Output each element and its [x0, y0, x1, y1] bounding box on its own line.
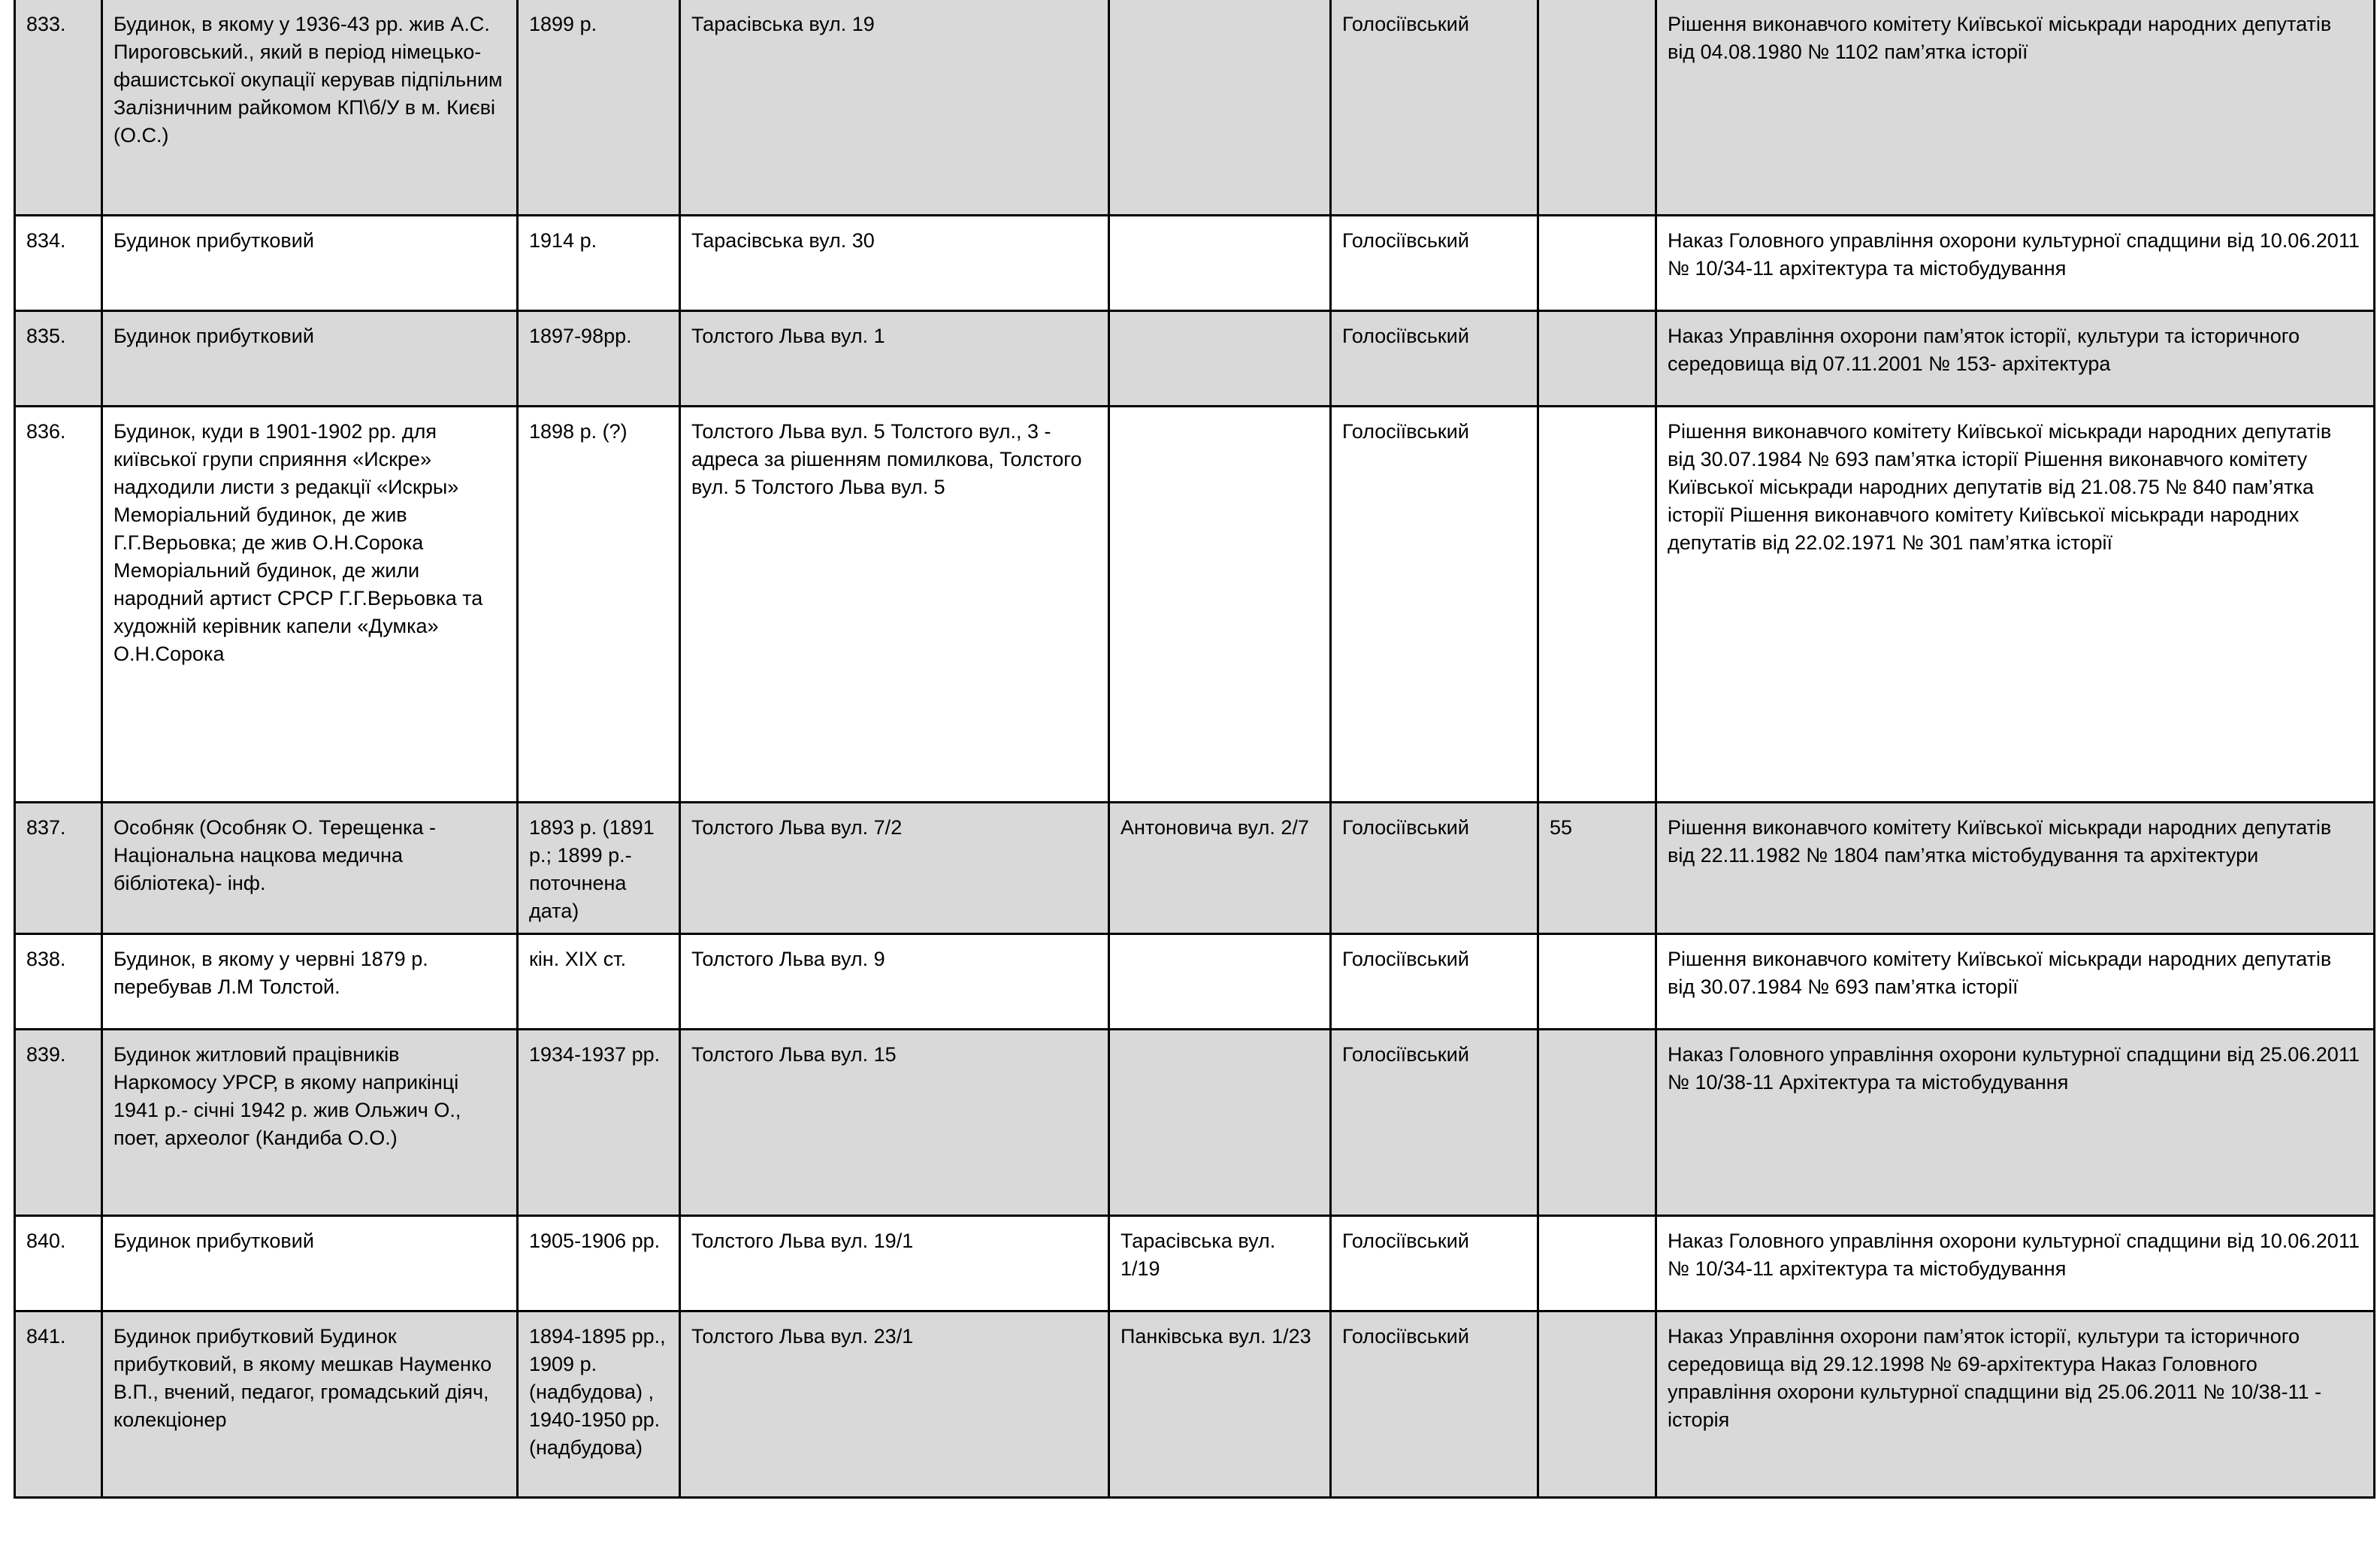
alt-address-cell: Панківська вул. 1/23	[1109, 1311, 1331, 1498]
address-cell: Толстого Льва вул. 19/1	[680, 1216, 1109, 1311]
district-cell: Голосіївський	[1331, 216, 1538, 311]
construction-date-cell: 1905-1906 рр.	[518, 1216, 680, 1311]
address-cell: Тарасівська вул. 30	[680, 216, 1109, 311]
district-cell: Голосіївський	[1331, 1030, 1538, 1216]
protection-document-cell: Наказ Управління охорони пам’яток історії, культури та історичного середовища від 07.11.2001 № 153- архітектура	[1656, 311, 2375, 407]
protection-number-cell	[1538, 0, 1656, 216]
object-name-cell: Будинок, в якому у 1936-43 рр. жив А.С. Пироговський., який в період німецько-фашистської окупації керував підпільним Залізничним райкомом КП\б/У в м. Києві (О.С.)	[102, 0, 518, 216]
row-number-cell: 833.	[15, 0, 102, 216]
row-number-cell: 841.	[15, 1311, 102, 1498]
alt-address-cell	[1109, 1030, 1331, 1216]
table-row	[15, 803, 2375, 934]
table-row	[15, 216, 2375, 311]
object-name-cell: Особняк (Особняк О. Терещенка - Національна нацкова медична бібліотека)- інф.	[102, 803, 518, 934]
alt-address-cell	[1109, 311, 1331, 407]
row-number-cell: 835.	[15, 311, 102, 407]
protection-number-cell	[1538, 1311, 1656, 1498]
protection-number-cell	[1538, 1030, 1656, 1216]
protection-document-cell: Наказ Головного управління охорони культурної спадщини від 10.06.2011 № 10/34-11 архітектура та містобудування	[1656, 216, 2375, 311]
district-cell: Голосіївський	[1331, 1216, 1538, 1311]
object-name-cell: Будинок прибутковий Будинок прибутковий, в якому мешкав Науменко В.П., вчений, педагог, громадський діяч, колекціонер	[102, 1311, 518, 1498]
protection-number-cell	[1538, 407, 1656, 803]
protection-number-cell	[1538, 934, 1656, 1030]
alt-address-cell	[1109, 216, 1331, 311]
alt-address-cell	[1109, 0, 1331, 216]
address-cell: Тарасівська вул. 19	[680, 0, 1109, 216]
protection-number-cell	[1538, 216, 1656, 311]
address-cell: Толстого Льва вул. 15	[680, 1030, 1109, 1216]
construction-date-cell: 1899 р.	[518, 0, 680, 216]
protection-document-cell: Рішення виконавчого комітету Київської міськради народних депутатів від 22.11.1982 № 1804 пам’ятка містобудування та архітектури	[1656, 803, 2375, 934]
row-number-cell: 839.	[15, 1030, 102, 1216]
protection-document-cell: Наказ Головного управління охорони культурної спадщини від 25.06.2011 № 10/38-11 Архітектура та містобудування	[1656, 1030, 2375, 1216]
alt-address-cell: Тарасівська вул. 1/19	[1109, 1216, 1331, 1311]
address-cell: Толстого Льва вул. 1	[680, 311, 1109, 407]
construction-date-cell: кін. ХІХ ст.	[518, 934, 680, 1030]
table-row	[15, 1311, 2375, 1498]
row-number-cell: 836.	[15, 407, 102, 803]
row-number-cell: 838.	[15, 934, 102, 1030]
table-row	[15, 1216, 2375, 1311]
protection-number-cell	[1538, 311, 1656, 407]
object-name-cell: Будинок прибутковий	[102, 216, 518, 311]
object-name-cell: Будинок житловий працівників Наркомосу УРСР, в якому наприкінці 1941 р.- січні 1942 р. жив Ольжич О., поет, археолог (Кандиба О.О.)	[102, 1030, 518, 1216]
table-row	[15, 934, 2375, 1030]
district-cell: Голосіївський	[1331, 1311, 1538, 1498]
construction-date-cell: 1893 р. (1891 р.; 1899 р.- поточнена дата)	[518, 803, 680, 934]
alt-address-cell	[1109, 934, 1331, 1030]
district-cell: Голосіївський	[1331, 0, 1538, 216]
construction-date-cell: 1934-1937 рр.	[518, 1030, 680, 1216]
protection-number-cell	[1538, 1216, 1656, 1311]
table-row	[15, 407, 2375, 803]
table-row	[15, 311, 2375, 407]
construction-date-cell: 1898 р. (?)	[518, 407, 680, 803]
monuments-register-page	[14, 0, 2375, 1499]
table-body	[15, 0, 2375, 1498]
protection-number-cell: 55	[1538, 803, 1656, 934]
object-name-cell: Будинок прибутковий	[102, 311, 518, 407]
address-cell: Толстого Льва вул. 7/2	[680, 803, 1109, 934]
protection-document-cell: Рішення виконавчого комітету Київської міськради народних депутатів від 04.08.1980 № 1102 пам’ятка історії	[1656, 0, 2375, 216]
protection-document-cell: Рішення виконавчого комітету Київської міськради народних депутатів від 30.07.1984 № 693 пам’ятка історії Рішення виконавчого комітету Київської міськради народних депутатів від 21.08.75 № 840 пам’ятка історії Рішення виконавчого комітету Київської міськради народних депутатів від 22.02.1971 № 301 пам’ятка історії	[1656, 407, 2375, 803]
object-name-cell: Будинок прибутковий	[102, 1216, 518, 1311]
address-cell: Толстого Льва вул. 23/1	[680, 1311, 1109, 1498]
protection-document-cell: Наказ Управління охорони пам’яток історії, культури та історичного середовища від 29.12.1998 № 69-архітектура Наказ Головного управління охорони культурної спадщини від 25.06.2011 № 10/38-11 - історія	[1656, 1311, 2375, 1498]
alt-address-cell: Антоновича вул. 2/7	[1109, 803, 1331, 934]
monuments-table	[14, 0, 2375, 1499]
table-row	[15, 0, 2375, 216]
row-number-cell: 834.	[15, 216, 102, 311]
object-name-cell: Будинок, в якому у червні 1879 р. перебував Л.М Толстой.	[102, 934, 518, 1030]
district-cell: Голосіївський	[1331, 407, 1538, 803]
construction-date-cell: 1914 р.	[518, 216, 680, 311]
district-cell: Голосіївський	[1331, 934, 1538, 1030]
protection-document-cell: Наказ Головного управління охорони культурної спадщини від 10.06.2011 № 10/34-11 архітектура та містобудування	[1656, 1216, 2375, 1311]
district-cell: Голосіївський	[1331, 311, 1538, 407]
address-cell: Толстого Льва вул. 5 Толстого вул., 3 - адреса за рішенням помилкова, Толстого вул. 5 Толстого Льва вул. 5	[680, 407, 1109, 803]
row-number-cell: 840.	[15, 1216, 102, 1311]
table-row	[15, 1030, 2375, 1216]
alt-address-cell	[1109, 407, 1331, 803]
object-name-cell: Будинок, куди в 1901-1902 рр. для київської групи сприяння «Искре» надходили листи з редакції «Искры» Меморіальний будинок, де жив Г.Г.Верьовка; де жив О.Н.Сорока Меморіальний будинок, де жили народний артист СРСР Г.Г.Верьовка та художній керівник капели «Думка» О.Н.Сорока	[102, 407, 518, 803]
construction-date-cell: 1894-1895 рр., 1909 р.(надбудова) , 1940-1950 рр.(надбудова)	[518, 1311, 680, 1498]
construction-date-cell: 1897-98рр.	[518, 311, 680, 407]
protection-document-cell: Рішення виконавчого комітету Київської міськради народних депутатів від 30.07.1984 № 693 пам’ятка історії	[1656, 934, 2375, 1030]
address-cell: Толстого Льва вул. 9	[680, 934, 1109, 1030]
district-cell: Голосіївський	[1331, 803, 1538, 934]
row-number-cell: 837.	[15, 803, 102, 934]
